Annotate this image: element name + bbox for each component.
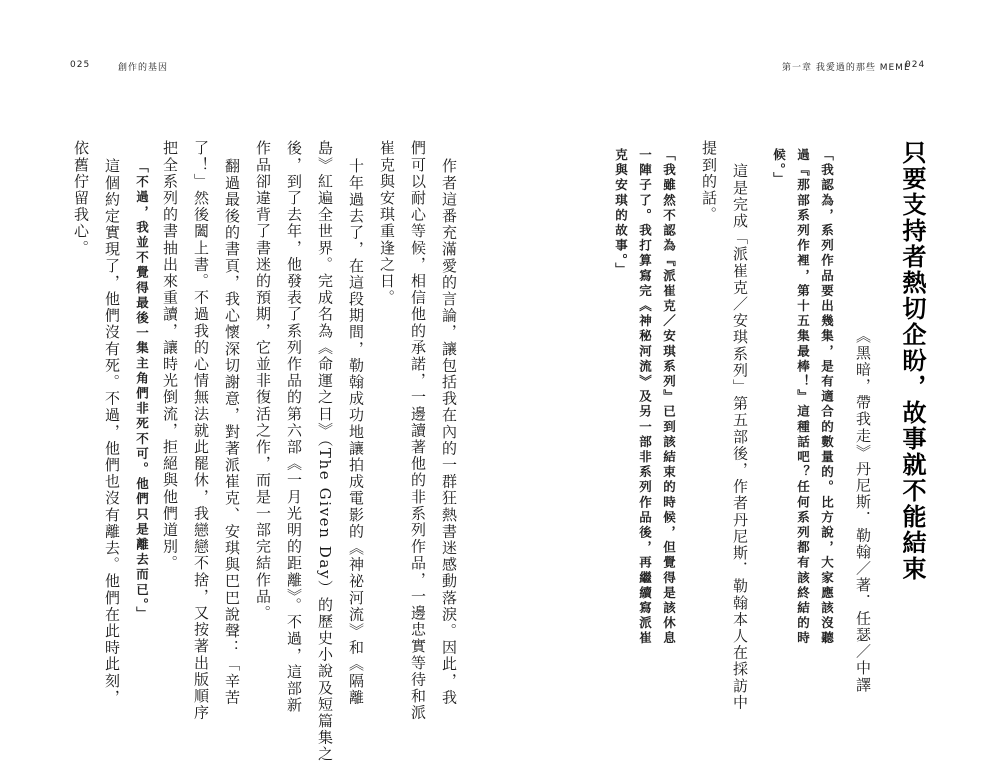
- left-page-number: 025: [70, 60, 91, 70]
- paragraph-line: 翻過最後的書頁，我心懷深切謝意，對著派崔克、安琪與巴巴說聲：「辛苦: [223, 158, 241, 706]
- right-running-head: 第一章 我愛過的那些 MEME: [782, 63, 911, 73]
- paragraph-line: 了！」然後闔上書。不過我的心情無法就此罷休，我戀戀不捨，又按著出版順序: [192, 140, 210, 721]
- left-running-head: 創作的基因: [118, 63, 169, 73]
- paragraph-line: 崔克與安琪重逢之日。: [378, 140, 396, 306]
- paragraph-line: 依舊佇留我心。: [72, 140, 90, 257]
- quote-line: 「不過，我並不覺得最後一集主角們非死不可。他們只是離去而已。」: [134, 160, 150, 622]
- quote-line: 過『那部系列作裡，第十五集最棒！』這種話吧？任何系列都有該終結的時: [795, 148, 811, 647]
- paragraph-line: 把全系列的書抽出來重讀，讓時光倒流，拒絕與他們道別。: [161, 140, 179, 572]
- right-page-number: 024: [905, 60, 926, 70]
- quote-line: 克與安琪的故事。」: [613, 148, 629, 278]
- quote-line: 「我認為，系列作品要出幾集，是有適合的數量的。比方說，大家應該沒聽: [819, 148, 835, 647]
- paragraph-line: 提到的話。: [700, 140, 718, 223]
- chapter-title: 只要支持者熱切企盼，故事就不能結束: [898, 140, 926, 582]
- paragraph-line: 島》紅遍全世界。完成名為《命運之日》（The Given Day）的歷史小說及短篇集之: [316, 140, 334, 763]
- paragraph-line: 作品卻違背了書迷的預期，它並非復活之作，而是一部完結作品。: [254, 140, 272, 622]
- paragraph-line: 這是完成「派崔克／安琪系列」第五部後，作者丹尼斯．勒翰本人在採訪中: [731, 163, 749, 711]
- paragraph-line: 這個約定實現了，他們沒有死。不過，他們也沒有離去。他們在此時此刻，: [103, 158, 121, 706]
- paragraph-line: 作者這番充滿愛的言論，讓包括我在內的一群狂熱書迷感動落淚。因此，我: [440, 158, 458, 706]
- citation-line: 《黑暗，帶我走》丹尼斯．勒翰／著．任瑟／中譯: [854, 328, 872, 694]
- paragraph-line: 們可以耐心等候，相信他的承諾，一邊讀著他的非系列作品，一邊忠實等待和派: [409, 140, 427, 721]
- paragraph-line: 十年過去了，在這段期間，勒翰成功地讓拍成電影的《神祕河流》和《隔離: [347, 158, 365, 706]
- quote-line: 「我雖然不認為『派崔克／安琪系列』已到該結束的時候，但覺得是該休息: [661, 148, 677, 647]
- quote-line: 一陣子了。我打算寫完《神秘河流》及另一部非系列作品後，再繼續寫派崔: [637, 148, 653, 647]
- paragraph-line: 後，到了去年，他發表了系列作品的第六部《一月光明的距離》。不過，這部新: [285, 140, 303, 714]
- quote-line: 候。」: [771, 148, 787, 188]
